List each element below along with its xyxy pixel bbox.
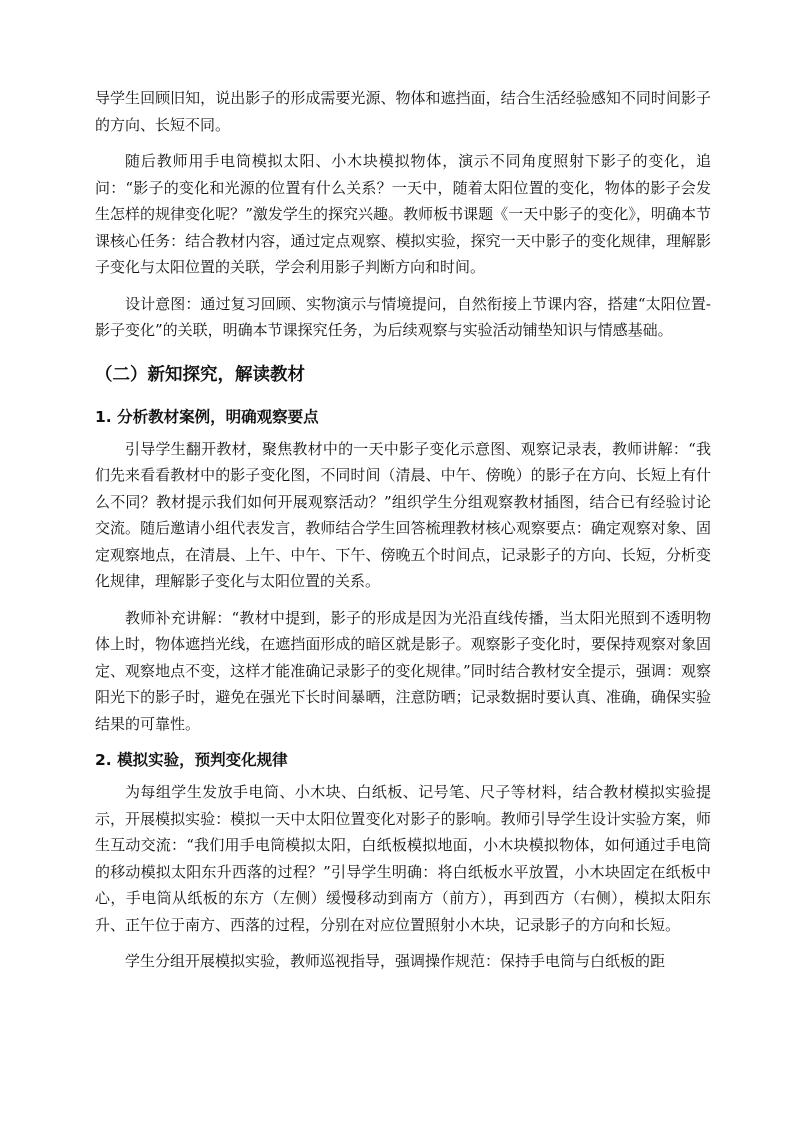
paragraph-group-experiment: 学生分组开展模拟实验，教师巡视指导，强调操作规范：保持手电筒与白纸板的距 [125,952,666,970]
paragraph-demonstration: 随后教师用手电筒模拟太阳、小木块模拟物体，演示不同角度照射下影子的变化，追问：“影子的变化和光源的位置有什么关系？一天中，随着太阳位置的变化，物体的影子会发生怎样的规律变化呢？”激发学生的探究兴趣。教师板书课题《一天中影子的变化》，明确本节课核心任务：结合教材内容，通过定点观察、模拟实验，探究一天中影子的变化规律，理解影子变化与太阳位置的关联，学会利用影子判断方向和时间。 [95,152,711,276]
paragraph-simulation-setup: 为每组学生发放手电筒、小木块、白纸板、记号笔、尺子等材料，结合教材模拟实验提示，开展模拟实验：模拟一天中太阳位置变化对影子的影响。教师引导学生设计实验方案，师生互动交流：“我们用手电筒模拟太阳，白纸板模拟地面，小木块模拟物体，如何通过手电筒的移动模拟太阳东升西落的过程？”引导学生明确：将白纸板水平放置，小木块固定在纸板中心，手电筒从纸板的东方（左侧）缓慢移动到南方（前方），再到西方（右侧），模拟太阳东升、正午位于南方、西落的过程，分别在对应位置照射小木块，记录影子的方向和长短。 [95,783,711,934]
paragraph-continued: 导学生回顾旧知，说出影子的形成需要光源、物体和遮挡面，结合生活经验感知不同时间影子的方向、长短不同。 [95,89,711,134]
paragraph-textbook-analysis: 引导学生翻开教材，聚焦教材中的一天中影子变化示意图、观察记录表，教师讲解：“我们先来看看教材中的影子变化图，不同时间（清晨、中午、傍晚）的影子在方向、长短上有什么不同？教材提示我们如何开展观察活动？”组织学生分组观察教材插图，结合已有经验讨论交流。随后邀请小组代表发言，教师结合学生回答梳理教材核心观察要点：确定观察对象、固定观察地点，在清晨、上午、中午、下午、傍晚五个时间点，记录影子的方向、长短，分析变化规律，理解影子变化与太阳位置的关系。 [95,439,711,590]
document-page [95,85,711,975]
paragraph-design-intent: 设计意图：通过复习回顾、实物演示与情境提问，自然衔接上节课内容，搭建“太阳位置-影子变化”的关联，明确本节课探究任务，为后续观察与实验活动铺垫知识与情感基础。 [95,294,711,339]
section-heading: （二）新知探究，解读教材 [95,364,305,385]
paragraph-teacher-supplement: 教师补充讲解：“教材中提到，影子的形成是因为光沿直线传播，当太阳光照到不透明物体上时，物体遮挡光线，在遮挡面形成的暗区就是影子。观察影子变化时，要保持观察对象固定、观察地点不变，这样才能准确记录影子的变化规律。”同时结合教材安全提示，强调：观察阳光下的影子时，避免在强光下长时间暴晒，注意防晒；记录数据时要认真、准确，确保实验结果的可靠性。 [95,608,711,733]
subsection-heading-1: 1. 分析教材案例，明确观察要点 [95,407,319,426]
subsection-heading-2: 2. 模拟实验，预判变化规律 [95,751,288,769]
